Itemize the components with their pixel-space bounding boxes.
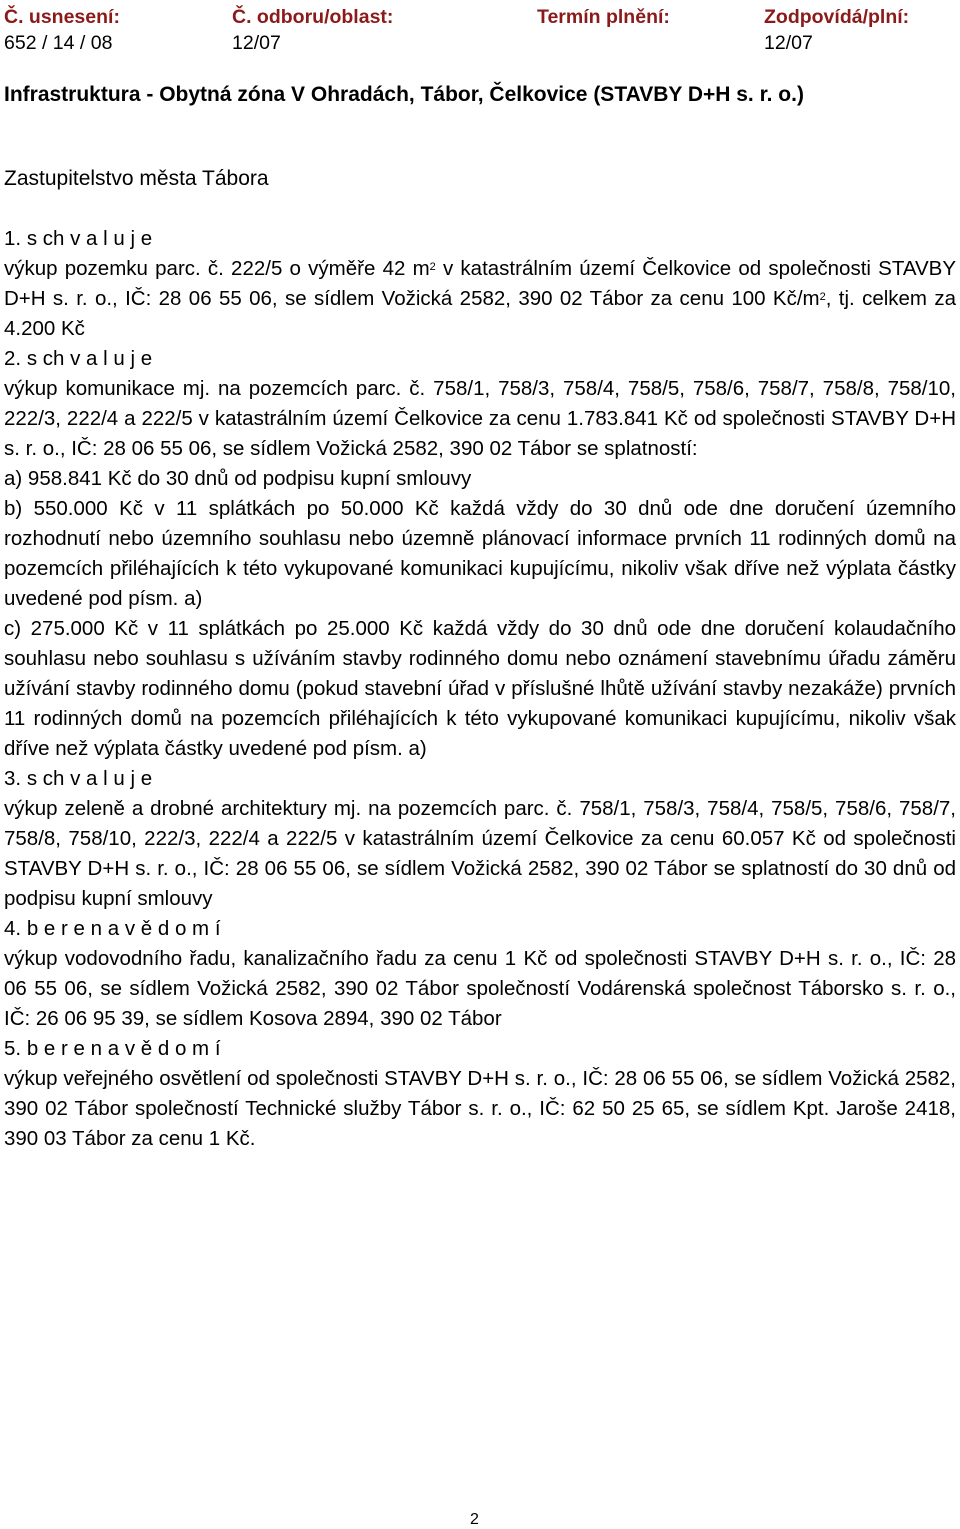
item-number: 5. (4, 1037, 22, 1060)
item-verb: b e r e n a v ě d o m í (26, 1037, 221, 1060)
item-number: 4. (4, 917, 22, 940)
item-text: výkup komunikace mj. na pozemcích parc. č. 758/1, 758/3, 758/4, 758/5, 758/6, 758/7, 758/8, 758/10, 222/3, 222/4 a 222/5 v katastrálním území Čelkovice za cenu 1.783.841 Kč od společnosti STAVBY D+H s. r. o., IČ: 28 06 55 06, se sídlem Vožická 2582, 390 02 Tábor se splatností: (4, 377, 956, 460)
item-heading (4, 1034, 956, 1064)
item-number: 3. (4, 767, 22, 790)
header-value-department: 12/07 (232, 32, 281, 54)
item-text: výkup vodovodního řadu, kanalizačního řadu za cenu 1 Kč od společnosti STAVBY D+H s. r. o., IČ: 28 06 55 06, se sídlem Vožická 2582, 390 02 Tábor společností Vodárenská společnost Táborsko s. r. o., IČ: 26 06 95 39, se sídlem Kosova 2894, 390 02 Tábor (4, 947, 956, 1030)
item-heading (4, 914, 956, 944)
item-verb: s ch v a l u j e (26, 767, 153, 790)
superscript: 2 (819, 291, 826, 303)
item-text-part: , tj. celkem za 4.200 Kč (4, 287, 957, 340)
header-label-department: Č. odboru/oblast: (232, 6, 394, 28)
item-number: 2. (4, 347, 22, 370)
resolution-title: Infrastruktura - Obytná zóna V Ohradách, Tábor, Čelkovice (STAVBY D+H s. r. o.) (4, 83, 804, 106)
item-verb: s ch v a l u j e (26, 227, 153, 250)
item-text: výkup zeleně a drobné architektury mj. na pozemcích parc. č. 758/1, 758/3, 758/4, 758/5, 758/6, 758/7, 758/8, 758/10, 222/3, 222/4 a 222/5 v katastrálním území Čelkovice za cenu 60.057 Kč od společnosti STAVBY D+H s. r. o., IČ: 28 06 55 06, se sídlem Vožická 2582, 390 02 Tábor se splatností do 30 dnů od podpisu kupní smlouvy (4, 797, 956, 910)
item-heading (4, 344, 956, 374)
page-number: 2 (470, 1511, 479, 1528)
header-label-resolution-no: Č. usnesení: (4, 6, 120, 28)
header-values (4, 32, 954, 56)
item-text: výkup veřejného osvětlení od společnosti STAVBY D+H s. r. o., IČ: 28 06 55 06, se sídlem Vožická 2582, 390 02 Tábor společností Technické služby Tábor s. r. o., IČ: 62 50 25 65, se sídlem Kpt. Jaroše 2418, 390 03 Tábor za cenu 1 Kč. (4, 1067, 956, 1150)
item-heading (4, 224, 956, 254)
council-name: Zastupitelstvo města Tábora (4, 167, 269, 190)
superscript: 2 (429, 261, 436, 273)
item-text-part: v katastrálním území Čelkovice od společnosti STAVBY D+H s. r. o., IČ: 28 06 55 06, se sídlem Vožická 2582, 390 02 Tábor za cenu 100 Kč/m (4, 257, 956, 310)
header-label-deadline: Termín plnění: (537, 6, 670, 28)
item-subpoint-b: b) 550.000 Kč v 11 splátkách po 50.000 Kč každá vždy do 30 dnů ode dne doručení územního rozhodnutí nebo územního souhlasu nebo územně plánovací informace prvních 11 rodinných domů na pozemcích přiléhajících k této vykupované komunikaci kupujícímu, nikoliv však dříve než výplata částky uvedené pod písm. a) (4, 497, 956, 610)
item-heading (4, 764, 956, 794)
header-value-resolution-no: 652 / 14 / 08 (4, 32, 113, 54)
item-subpoint-c: c) 275.000 Kč v 11 splátkách po 25.000 Kč každá vždy do 30 dnů ode dne doručení kolaudačního souhlasu nebo souhlasu s užíváním stavby rodinného domu nebo oznámení stavebnímu úřadu záměru užívání stavby rodinného domu (pokud stavební úřad v příslušné lhůtě užívání stavby nezakáže) prvních 11 rodinných domů na pozemcích přiléhajících k této vykupované komunikaci kupujícímu, nikoliv však dříve než výplata částky uvedené pod písm. a) (4, 617, 956, 760)
header-labels (4, 6, 954, 30)
item-verb: b e r e n a v ě d o m í (26, 917, 221, 940)
item-verb: s ch v a l u j e (26, 347, 153, 370)
header-label-responsible: Zodpovídá/plní: (764, 6, 910, 28)
item-text (4, 254, 956, 344)
item-subpoint-a: a) 958.841 Kč do 30 dnů od podpisu kupní smlouvy (4, 467, 472, 490)
item-text-part: výkup pozemku parc. č. 222/5 o výměře 42 m (4, 257, 430, 280)
header-value-responsible: 12/07 (764, 32, 813, 54)
resolution-body (4, 224, 956, 1154)
item-number: 1. (4, 227, 22, 250)
